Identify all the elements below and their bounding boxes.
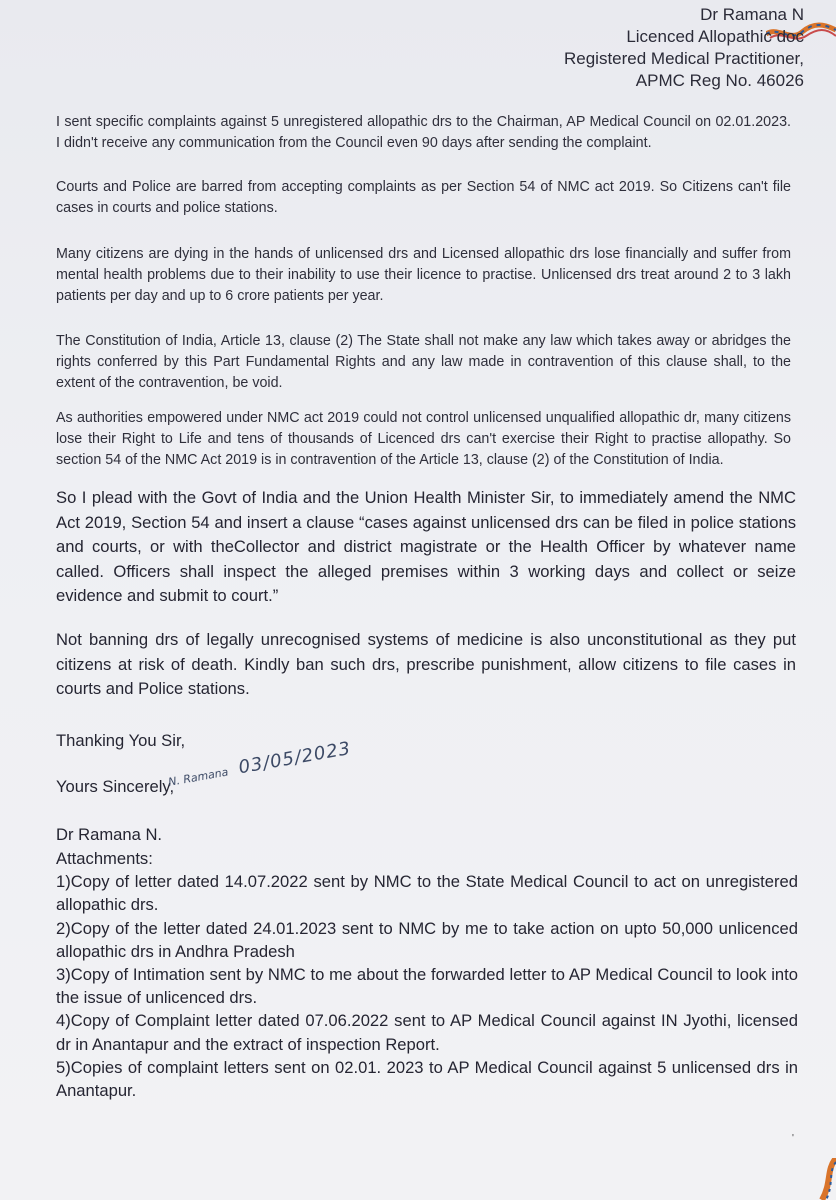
sender-reg-no: APMC Reg No. 46026: [635, 71, 804, 90]
handwritten-signature: [166, 738, 352, 791]
attachment-item: 5)Copies of complaint letters sent on 02.01. 2023 to AP Medical Council against 5 unlicensed drs in Anantapur.: [56, 1057, 798, 1101]
attachment-item: 1)Copy of letter dated 14.07.2022 sent by NMC to the State Medical Council to act on unregistered allopathic drs.: [56, 872, 798, 915]
sender-line-2: Registered Medical Practitioner,: [563, 49, 804, 68]
attachments-section: [56, 847, 798, 1102]
paragraph-courts: Courts and Police are barred from accepting complaints as per Section 54 of NMC act 2019. So Citizens can't file cases in courts and police stations.: [56, 179, 791, 216]
paragraph-plea: So I plead with the Govt of India and the Union Health Minister Sir, to immediately amend the NMC Act 2019, Section 54 and insert a clause “cases against unlicensed drs can be filed in police stations and courts, or with theCollector and district magistrate or the Health Officer by whatever name called. Officers shall inspect the alleged premises within 3 working days and collect or seize evidence and submit to court.”: [56, 488, 796, 605]
paragraph-complaints: I sent specific complaints against 5 unregistered allopathic drs to the Chairman, AP Medical Council on 02.01.2023. I didn't receive any communication from the Council even 90 days after sending the complaint.: [56, 114, 791, 151]
signer-name: Dr Ramana N.: [56, 825, 163, 844]
paragraph-citizens: Many citizens are dying in the hands of unlicensed drs and Licensed allopathic drs lose financially and suffer from mental health problems due to their inability to use their licence to practise. Unlicensed drs treat around 2 to 3 lakh patients per day and up to 6 crore patients per year.: [56, 246, 791, 304]
signature-date: 03/05/2023: [236, 737, 353, 779]
sincerely-line: Yours Sincerely,: [56, 777, 175, 796]
paragraph-ban: Not banning drs of legally unrecognised systems of medicine is also unconstitutional as they put citizens at risk of death. Kindly ban such drs, prescribe punishment, allow citizens to file cases in courts and Police stations.: [56, 630, 796, 698]
signature-name: N. Ramana: [167, 765, 230, 789]
attachment-item: 4)Copy of Complaint letter dated 07.06.2022 sent to AP Medical Council against IN Jyothi, licensed dr in Anantapur and the extract of inspection Report.: [56, 1011, 798, 1054]
paragraph-constitution: The Constitution of India, Article 13, clause (2) The State shall not make any law which takes away or abridges the rights conferred by this Part Fundamental Rights and any law made in contravention of this clause shall, to the extent of the contravention, be void.: [56, 333, 791, 391]
sender-name: Dr Ramana N: [700, 5, 804, 24]
paragraph-authorities: As authorities empowered under NMC act 2019 could not control unlicensed unqualified allopathic dr, many citizens lose their Right to Life and tens of thousands of Licenced drs can't exercise their Right to practise allopathy. So section 54 of the NMC Act 2019 is in contravention of the Article 13, clause (2) of the Constitution of India.: [56, 410, 791, 468]
attachment-item: 2)Copy of the letter dated 24.01.2023 sent to NMC by me to take action on upto 50,000 unlicenced allopathic drs in Andhra Pradesh: [56, 918, 798, 961]
page-mark: ': [792, 1133, 794, 1144]
sender-line-1: Licenced Allopathic doc: [626, 27, 804, 46]
thanks-line: Thanking You Sir,: [56, 731, 186, 750]
attachment-item: 3)Copy of Intimation sent by NMC to me about the forwarded letter to AP Medical Council to look into the issue of unlicenced drs.: [56, 965, 798, 1008]
thread-decoration-bottom: [796, 1158, 836, 1200]
attachments-title: Attachments:: [56, 849, 153, 868]
letter-header: [564, 4, 804, 92]
